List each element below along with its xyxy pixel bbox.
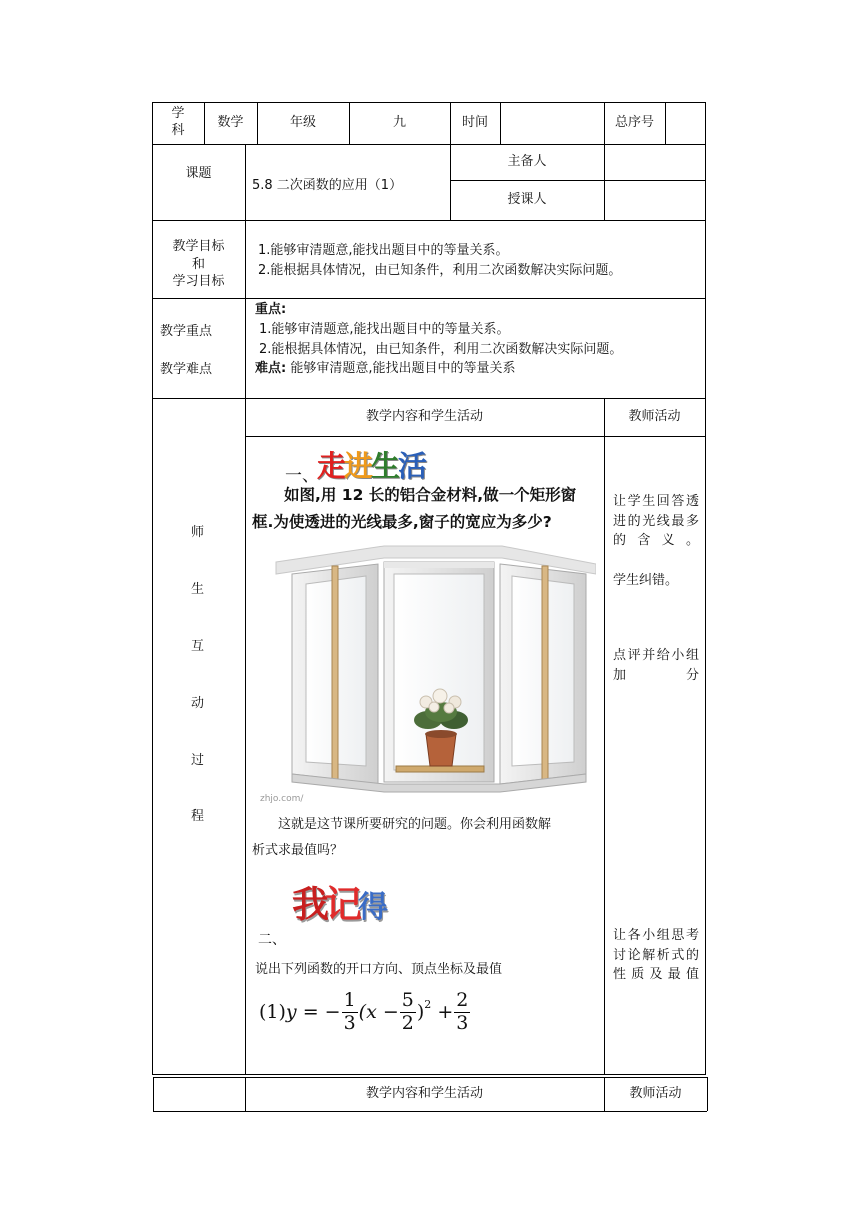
key-title: 重点: xyxy=(255,302,287,317)
instruction-text: 说出下列函数的开口方向、顶点坐标及最值 xyxy=(255,962,503,977)
side-label-char: 动 xyxy=(190,696,204,711)
difficult-point-label: 教学难点 xyxy=(160,362,213,377)
footer-content-header: 教学内容和学生活动 xyxy=(365,1085,483,1101)
section2-logo: 我记得 xyxy=(292,883,384,926)
preparer-label: 主备人 xyxy=(507,153,547,169)
subject-value: 数学 xyxy=(217,114,244,130)
topic-label: 课题 xyxy=(185,165,212,181)
time-value xyxy=(500,102,604,144)
side-label-char: 程 xyxy=(190,809,204,824)
teacher-activity-header: 教师活动 xyxy=(628,408,681,424)
bay-window-image xyxy=(256,544,596,808)
image-watermark: zhjo.com/ xyxy=(260,794,304,804)
goals-list xyxy=(258,241,621,281)
formula: (1) y = − $\frac{1}{3}$ (x − $\frac{5}{2}$ ) $^2$ + $\frac{2}{3}$ xyxy=(259,989,469,1034)
grade-label: 年级 xyxy=(289,114,316,130)
time-label: 时间 xyxy=(461,114,488,130)
problem-text: 如图,用 12 长的铝合金材料,做一个矩形窗 框.为使透进的光线最多,窗子的宽应为多少? xyxy=(252,486,577,531)
section2-prefix: 二、 xyxy=(258,932,286,948)
difficult-line: 难点: 能够审清题意,能找出题目中的等量关系 xyxy=(255,361,516,377)
goal-item: 2.能根据具体情况，由已知条件，利用二次函数解决实际问题。 xyxy=(258,263,622,279)
teacher-note: 让学生回答透进的光线最多的含义。 xyxy=(613,494,699,548)
serial-value xyxy=(665,102,705,144)
subject-label: 学科 xyxy=(171,106,185,138)
side-label-char: 生 xyxy=(190,582,204,597)
key-point-label: 教学重点 xyxy=(160,324,213,339)
bay-window-illustration xyxy=(256,544,596,808)
teacher-note: 点评并给小组加分 xyxy=(613,648,699,683)
serial-label: 总序号 xyxy=(614,114,654,130)
key-item: 2.能根据具体情况，由已知条件，利用二次函数解决实际问题。 xyxy=(259,341,623,357)
teacher-note: 让各小组思考讨论解析式的性质及最值 xyxy=(613,928,699,982)
footer-teacher-header: 教师活动 xyxy=(629,1085,682,1101)
content-header: 教学内容和学生活动 xyxy=(365,408,483,424)
goals-label: 教学目标 和 学习目标 xyxy=(172,239,225,290)
focus-content xyxy=(255,300,622,379)
key-item: 1.能够审清题意,能找出题目中的等量关系。 xyxy=(259,321,510,337)
goal-item: 1.能够审清题意,能找出题目中的等量关系。 xyxy=(258,243,509,258)
grade-value: 九 xyxy=(392,114,406,130)
topic-value: 5.8 二次函数的应用（1） xyxy=(252,178,403,193)
teacher-note: 学生纠错。 xyxy=(613,573,679,588)
side-label-char: 师 xyxy=(190,525,204,540)
teacher-label: 授课人 xyxy=(507,191,547,207)
section1-prefix: 一、 xyxy=(285,466,319,486)
section1-logo: 走进生活 xyxy=(317,449,426,483)
after-image-text: 这就是这节课所要研究的问题。你会利用函数解 析式求最值吗？ xyxy=(252,817,552,858)
side-label-char: 互 xyxy=(190,639,204,654)
side-label-char: 过 xyxy=(190,753,204,768)
